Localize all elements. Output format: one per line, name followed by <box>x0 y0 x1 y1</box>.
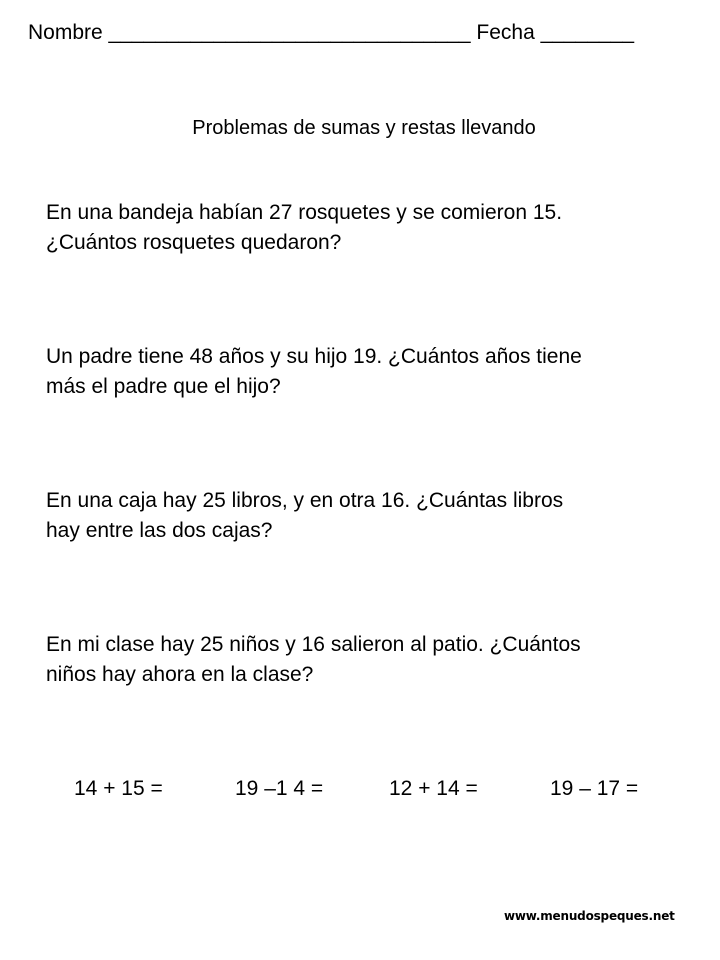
name-date-line: Nombre _______________________________ Fecha ________ <box>28 21 635 44</box>
operation-1: 14 + 15 = <box>74 777 163 800</box>
problem-2-line-1: Un padre tiene 48 años y su hijo 19. ¿Cuántos años tiene <box>46 345 582 368</box>
name-date-header <box>28 20 698 46</box>
problem-1-line-2: ¿Cuántos rosquetes quedaron? <box>46 231 342 254</box>
problem-3-line-2: hay entre las dos cajas? <box>46 519 273 542</box>
word-problem-2 <box>46 342 686 402</box>
operation-3: 12 + 14 = <box>389 777 478 800</box>
footer-url: www.menudospeques.net <box>504 909 675 923</box>
word-problem-1 <box>46 198 686 258</box>
operation-4: 19 – 17 = <box>550 777 639 800</box>
problem-4-line-2: niños hay ahora en la clase? <box>46 663 314 686</box>
word-problem-4 <box>46 630 686 690</box>
worksheet-title: Problemas de sumas y restas llevando <box>192 117 536 139</box>
word-problem-3 <box>46 486 686 546</box>
problem-2-line-2: más el padre que el hijo? <box>46 375 281 398</box>
operation-2: 19 –1 4 = <box>235 777 324 800</box>
problem-1-line-1: En una bandeja habían 27 rosquetes y se comieron 15. <box>46 201 563 224</box>
problem-3-line-1: En una caja hay 25 libros, y en otra 16. ¿Cuántas libros <box>46 489 564 512</box>
problem-4-line-1: En mi clase hay 25 niños y 16 salieron al patio. ¿Cuántos <box>46 633 581 656</box>
